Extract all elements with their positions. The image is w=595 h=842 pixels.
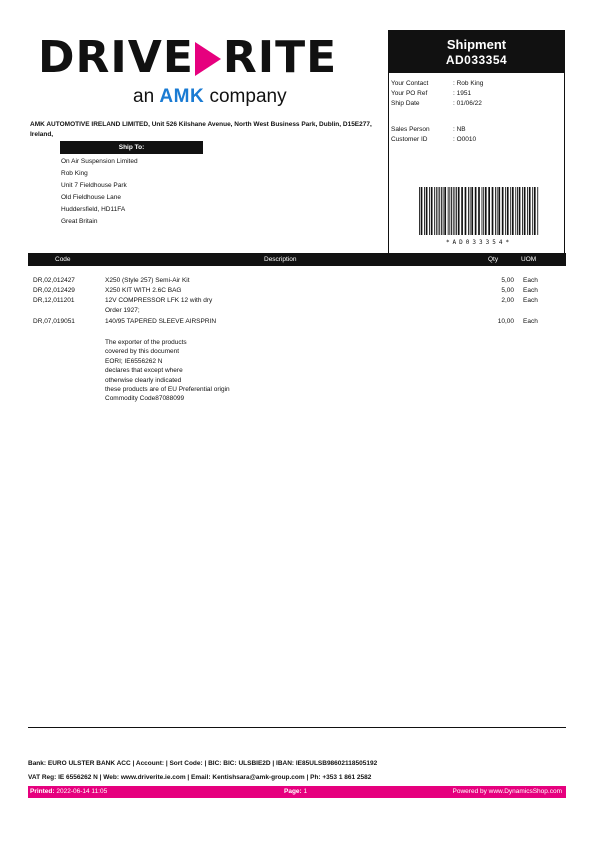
barcode-bar — [453, 187, 454, 235]
tagline-brand: AMK — [159, 86, 205, 107]
barcode-bar — [524, 187, 526, 235]
ship-to-heading: Ship To: — [60, 141, 203, 154]
barcode-bar — [519, 187, 521, 235]
field-label: Your PO Ref — [391, 90, 428, 97]
cell-description: X250 KIT WITH 2.6C BAG — [105, 287, 182, 294]
note-line: declares that except where — [105, 367, 183, 375]
barcode-bar — [532, 187, 533, 235]
cell-qty: 5,00 — [501, 287, 514, 294]
barcode-bar — [429, 187, 430, 235]
field-label: Sales Person — [391, 126, 430, 133]
logo-arrow-icon — [195, 42, 221, 76]
barcode-bar — [421, 187, 423, 235]
page-value: 1 — [303, 788, 308, 795]
powered-by: Powered by www.DynamicsShop.com — [452, 788, 562, 795]
shipment-field-ship-date — [391, 99, 482, 109]
ship-to-line: Huddersfield, HD11FA — [61, 206, 126, 213]
logo-brand-right: RITE — [222, 32, 338, 83]
barcode-bar — [438, 187, 439, 235]
barcode-bar — [461, 187, 463, 235]
shipment-field-contact — [391, 79, 483, 89]
barcode-bar — [515, 187, 516, 235]
barcode-bar — [443, 187, 444, 235]
header-qty: Qty — [488, 256, 499, 263]
barcode-bar — [439, 187, 440, 235]
barcode-bar — [454, 187, 455, 235]
print-info-bar — [28, 786, 566, 798]
cell-qty: 10,00 — [497, 318, 514, 325]
page-info — [284, 786, 307, 798]
shipment-title: Shipment — [446, 37, 507, 52]
tagline-post: company — [209, 86, 287, 107]
cell-uom: Each — [523, 277, 538, 284]
field-value: : 1951 — [453, 90, 472, 97]
printed-info — [30, 786, 107, 798]
barcode-bar — [471, 187, 473, 235]
header-description: Description — [264, 256, 297, 263]
cell-description: Order 1927; — [105, 307, 140, 314]
field-value: : O0010 — [453, 136, 477, 143]
barcode-image — [419, 187, 539, 235]
cell-code: DR,07,019051 — [33, 318, 75, 325]
barcode-bar — [492, 187, 494, 235]
barcode-bar — [510, 187, 511, 235]
seller-address: AMK AUTOMOTIVE IRELAND LIMITED, Unit 526 Kilshane Avenue, North West Business Park, Dublin, D15E277, Ireland, — [30, 121, 372, 138]
barcode-bar — [483, 187, 484, 235]
barcode-bar — [537, 187, 538, 235]
header-uom: UOM — [521, 256, 537, 263]
field-label: Ship Date — [391, 100, 420, 107]
barcode-bar — [436, 187, 437, 235]
barcode-bar — [495, 187, 496, 235]
cell-code: DR,12,011201 — [33, 297, 75, 304]
ship-to-line: Rob King — [61, 170, 88, 177]
shipment-field-customer-id — [391, 135, 476, 145]
barcode-bar — [426, 187, 428, 235]
cell-uom: Each — [523, 297, 538, 304]
barcode-bar — [522, 187, 523, 235]
note-line: otherwise clearly indicated — [105, 376, 182, 384]
barcode-bar — [470, 187, 471, 235]
barcode-bar — [498, 187, 500, 235]
ship-to-line: On Air Suspension Limited — [61, 158, 138, 165]
ship-to-line: Unit 7 Fieldhouse Park — [61, 182, 127, 189]
ship-to-line: Great Britain — [61, 218, 98, 225]
barcode-bar — [517, 187, 518, 235]
ship-to-line: Old Fieldhouse Lane — [61, 194, 121, 201]
barcode-bar — [458, 187, 460, 235]
barcode-bar — [424, 187, 425, 235]
barcode-bar — [497, 187, 498, 235]
barcode-bar — [448, 187, 449, 235]
barcode-bar — [485, 187, 487, 235]
barcode-bar — [468, 187, 469, 235]
bank-details: Bank: EURO ULSTER BANK ACC | Account: | Sort Code: | BIC: BIC: ULSBIE2D | IBAN: IE85ULSB98602118505192 — [28, 760, 378, 767]
barcode-bar — [434, 187, 435, 235]
barcode-bar — [475, 187, 477, 235]
note-line: covered by this document — [105, 348, 180, 356]
vat-contact-details: VAT Reg: IE 6556262 N | Web: www.driverite.ie.com | Email: Kentishsara@amk-group.com | Ph: +353 1 861 2582 — [28, 774, 372, 781]
barcode-bar — [451, 187, 452, 235]
cell-uom: Each — [523, 287, 538, 294]
barcode-bar — [488, 187, 490, 235]
note-line: The exporter of the products — [105, 339, 187, 346]
barcode-bar — [419, 187, 420, 235]
cell-qty: 5,00 — [501, 277, 514, 284]
barcode-bar — [527, 187, 528, 235]
barcode-bar — [444, 187, 446, 235]
cell-code: DR,02,012429 — [33, 287, 75, 294]
logo-tagline — [133, 86, 287, 108]
tagline-pre: an — [133, 86, 155, 107]
field-label: Customer ID — [391, 136, 428, 143]
cell-qty: 2,00 — [501, 297, 514, 304]
printed-label: Printed: — [30, 788, 55, 795]
barcode-bar — [507, 187, 509, 235]
cell-description: 12V COMPRESSOR LFK 12 with dry — [105, 297, 213, 304]
barcode-bar — [456, 187, 457, 235]
shipment-box — [388, 30, 565, 256]
company-logo — [38, 34, 338, 114]
barcode-bar — [512, 187, 514, 235]
note-line: these products are of EU Preferential origin — [105, 386, 230, 394]
field-value: : 01/06/22 — [453, 100, 482, 107]
field-value: : NB — [453, 126, 466, 133]
footer-divider — [28, 727, 566, 728]
barcode-bar — [465, 187, 467, 235]
origin-declaration — [105, 338, 230, 404]
barcode-bar — [449, 187, 450, 235]
logo-wordmark — [38, 34, 337, 82]
barcode-bar — [441, 187, 442, 235]
barcode-bar — [431, 187, 433, 235]
barcode-bar — [534, 187, 536, 235]
cell-uom: Each — [523, 318, 538, 325]
barcode-text: *AD033354* — [445, 239, 513, 246]
barcode-bar — [505, 187, 506, 235]
printed-value: 2022-06-14 11:05 — [56, 788, 108, 795]
barcode-bar — [482, 187, 483, 235]
note-line: Commodity Code87088099 — [105, 395, 185, 403]
cell-description: X250 (Style 257) Semi-Air Kit — [105, 277, 190, 284]
barcode-bar — [529, 187, 531, 235]
cell-code: DR,02,012427 — [33, 277, 75, 284]
field-label: Your Contact — [391, 80, 429, 87]
cell-description: 140/95 TAPERED SLEEVE AIRSPRIN — [105, 318, 217, 325]
items-table-header — [28, 253, 566, 266]
shipment-field-sales-person — [391, 125, 466, 135]
note-line: EORI; IE6556262 N — [105, 357, 163, 365]
barcode-bar — [478, 187, 480, 235]
shipment-field-po-ref — [391, 89, 471, 99]
header-code: Code — [55, 256, 71, 263]
field-value: : Rob King — [453, 80, 484, 87]
page-label: Page: — [284, 788, 302, 795]
barcode-bar — [502, 187, 504, 235]
shipment-header — [389, 31, 564, 73]
shipment-number: AD033354 — [445, 53, 508, 67]
logo-brand-left: DRIVE — [38, 32, 194, 83]
